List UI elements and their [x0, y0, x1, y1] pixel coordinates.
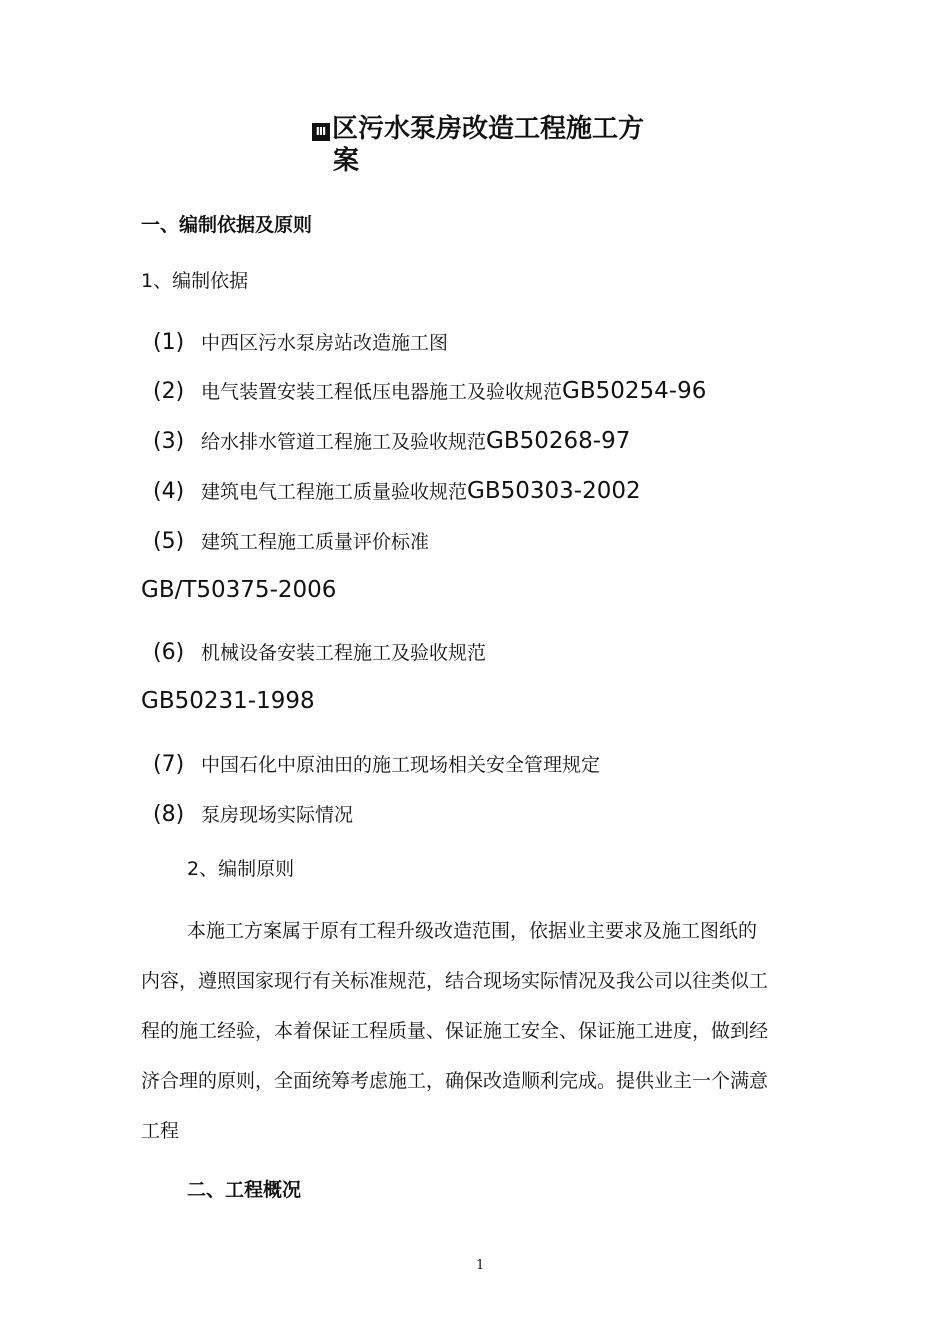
section-1-heading: 一、编制依据及原则	[141, 214, 313, 236]
paragraph-line: 内容，遵照国家现行有关标准规范，结合现场实际情况及我公司以往类似工	[141, 970, 769, 992]
subsection-1-heading: 1、编制依据	[141, 270, 249, 292]
page-number: 1	[476, 1258, 485, 1273]
item-code: GB50268-97	[486, 428, 631, 454]
item-text: 中西区污水泵房站改造施工图	[201, 332, 449, 354]
item-number: (2)	[153, 379, 185, 404]
list-item	[153, 328, 448, 355]
item-number: (7)	[153, 752, 185, 777]
item-number: (8)	[153, 802, 185, 827]
list-item	[153, 427, 630, 454]
item-code-continuation: GB/T50375-2006	[141, 577, 337, 603]
item-text: 泵房现场实际情况	[201, 804, 354, 826]
item-text: 给水排水管道工程施工及验收规范	[201, 431, 487, 453]
title-mark-icon: Ⅲ	[312, 123, 330, 141]
item-code: GB50303-2002	[467, 478, 641, 504]
item-number: (1)	[153, 330, 185, 355]
list-item	[153, 638, 486, 665]
paragraph-line: 工程	[141, 1120, 180, 1142]
paragraph-line: 本施工方案属于原有工程升级改造范围，依据业主要求及施工图纸的	[187, 920, 758, 942]
list-item	[153, 800, 353, 827]
document-title	[312, 112, 644, 146]
item-text: 机械设备安装工程施工及验收规范	[201, 642, 487, 664]
item-code: GB50254-96	[562, 378, 707, 404]
paragraph-line: 济合理的原则，全面统筹考虑施工，确保改造顺利完成。提供业主一个满意	[141, 1070, 769, 1092]
item-number: (4)	[153, 479, 185, 504]
item-code-continuation: GB50231-1998	[141, 688, 315, 714]
item-number: (6)	[153, 640, 185, 665]
item-text: 中国石化中原油田的施工现场相关安全管理规定	[201, 754, 601, 776]
item-number: (5)	[153, 529, 185, 554]
list-item	[153, 377, 706, 404]
title-line-2: 案	[333, 146, 360, 176]
subsection-2-heading: 2、编制原则	[187, 858, 295, 880]
title-line-1: 区污水泵房改造工程施工方	[332, 114, 645, 144]
list-item	[153, 527, 429, 554]
item-text: 建筑工程施工质量评价标准	[201, 531, 430, 553]
item-number: (3)	[153, 429, 185, 454]
list-item	[153, 750, 600, 777]
paragraph-line: 程的施工经验，本着保证工程质量、保证施工安全、保证施工进度，做到经	[141, 1020, 769, 1042]
item-text: 电气装置安装工程低压电器施工及验收规范	[201, 381, 563, 403]
section-2-heading: 二、工程概况	[187, 1179, 302, 1201]
list-item	[153, 477, 641, 504]
item-text: 建筑电气工程施工质量验收规范	[201, 481, 468, 503]
